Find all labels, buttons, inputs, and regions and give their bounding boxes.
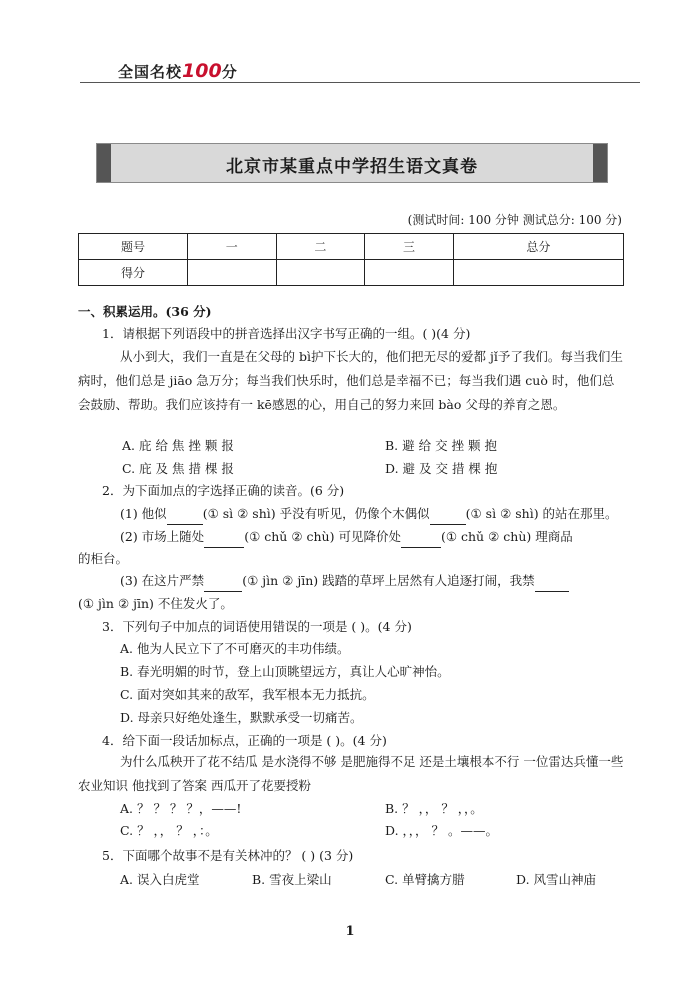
section-heading: 一、积累运用。(36 分) xyxy=(78,304,212,319)
question-4-stem: 4．给下面一段话加标点，正确的一项是 ( )。(4 分) xyxy=(102,733,387,748)
test-meta: (测试时间: 100 分钟 测试总分: 100 分) xyxy=(407,213,622,227)
question-1-stem: 1．请根据下列语段中的拼音选择出汉字书写正确的一组。( )(4 分) xyxy=(102,326,471,341)
q2-text: (① chǔ ② chù) 理商品 xyxy=(440,529,573,544)
score-header-cell: 三 xyxy=(365,234,454,260)
q2-text: (2) 市场上随处 xyxy=(120,529,205,544)
question-1-option-a[interactable]: A. 庇 给 焦 挫 颗 报 xyxy=(122,438,234,453)
q2-text: (3) 在这片严禁 xyxy=(120,573,205,588)
question-4-option-b[interactable]: B. ？ ，， ？ ，，。 xyxy=(385,801,483,816)
q2-text: (1) 他似 xyxy=(120,506,167,521)
score-header-cell: 二 xyxy=(276,234,365,260)
question-3-stem: 3．下列句子中加点的词语使用错误的一项是 ( )。(4 分) xyxy=(102,619,412,634)
question-2-line-1 xyxy=(120,503,618,525)
question-2-stem: 2．为下面加点的字选择正确的读音。(6 分) xyxy=(102,483,345,498)
answer-blank[interactable] xyxy=(401,526,441,548)
question-4-option-c[interactable]: C. ？ ，， ？ ，：。 xyxy=(120,823,218,838)
question-2-line-2-cont: 的柜台。 xyxy=(78,551,129,566)
score-header-cell: 总分 xyxy=(453,234,623,260)
brand-logo: 全国名校100分 xyxy=(118,60,238,82)
page-number: 1 xyxy=(345,924,355,939)
question-4-option-d[interactable]: D. ，，， ？ 。——。 xyxy=(385,823,498,838)
q2-text: (① chǔ ② chù) 可见降价处 xyxy=(244,529,401,544)
question-1-option-b[interactable]: B. 避 给 交 挫 颗 抱 xyxy=(385,438,497,453)
score-header-cell: 一 xyxy=(188,234,277,260)
question-4-option-a[interactable]: A. ？ ？ ？ ？，——! xyxy=(120,801,242,816)
question-3-option-a[interactable]: A. 他为人民立下了不可磨灭的丰功伟绩。 xyxy=(120,641,350,656)
answer-blank[interactable] xyxy=(204,526,244,548)
answer-blank[interactable] xyxy=(430,503,466,525)
score-header-cell: 题号 xyxy=(79,234,188,260)
question-2-line-3-cont: (① jìn ② jīn) 不住发火了。 xyxy=(78,596,233,611)
question-2-line-3 xyxy=(120,570,569,592)
q2-text: (① sì ② shì) 乎没有听见，仍像个木偶似 xyxy=(202,506,430,521)
question-5-option-b[interactable]: B. 雪夜上梁山 xyxy=(252,872,332,887)
answer-blank[interactable] xyxy=(204,570,242,592)
question-3-option-d[interactable]: D. 母亲只好绝处逢生，默默承受一切痛苦。 xyxy=(120,710,363,725)
score-cell[interactable] xyxy=(188,260,277,286)
score-table xyxy=(78,233,624,286)
question-5-option-a[interactable]: A. 误入白虎堂 xyxy=(120,872,200,887)
question-5-option-c[interactable]: C. 单臂擒方腊 xyxy=(385,872,465,887)
header-rule xyxy=(80,82,640,83)
q2-text: (① sì ② shì) 的站在那里。 xyxy=(465,506,618,521)
question-5-stem: 5．下面哪个故事不是有关林冲的？ ( ) (3 分) xyxy=(102,848,354,863)
question-3-option-b[interactable]: B. 春光明媚的时节，登上山顶眺望远方，真让人心旷神怡。 xyxy=(120,664,450,679)
score-table-row xyxy=(79,260,624,286)
title-banner xyxy=(96,143,608,183)
question-1-option-c[interactable]: C. 庇 及 焦 措 棵 报 xyxy=(122,461,234,476)
score-cell[interactable] xyxy=(276,260,365,286)
answer-blank[interactable] xyxy=(535,570,569,592)
question-2-line-2 xyxy=(120,526,573,548)
question-4-passage: 为什么瓜秧开了花不结瓜 是水浇得不够 是肥施得不足 还是土壤根本不行 一位雷达兵懂一些农业知识 他找到了答案 西瓜开了花要授粉 xyxy=(78,754,624,793)
page-title: 北京市某重点中学招生语文真卷 xyxy=(226,157,478,177)
score-cell[interactable] xyxy=(365,260,454,286)
score-cell[interactable] xyxy=(453,260,623,286)
question-1-option-d[interactable]: D. 避 及 交 措 棵 抱 xyxy=(385,461,498,476)
score-table-header-row xyxy=(79,234,624,260)
question-1-passage: 从小到大，我们一直是在父母的 bì护下长大的，他们把无尽的爱都 jǐ予了我们。每当我们生病时，他们总是 jiāo 急万分；每当我们快乐时，他们总是幸福不已；每当我们遇 cuò 时，他们总会鼓励、帮助。我们应该持有一 kē感恩的心，用自己的努力来回 bào 父母的养育之恩。 xyxy=(78,349,623,412)
answer-blank[interactable] xyxy=(167,503,203,525)
score-row-label: 得分 xyxy=(79,260,188,286)
question-5-option-d[interactable]: D. 风雪山神庙 xyxy=(516,872,597,887)
question-3-option-c[interactable]: C. 面对突如其来的敌军，我军根本无力抵抗。 xyxy=(120,687,375,702)
q2-text: (① jìn ② jīn) 践踏的草坪上居然有人追逐打闹，我禁 xyxy=(242,573,535,588)
